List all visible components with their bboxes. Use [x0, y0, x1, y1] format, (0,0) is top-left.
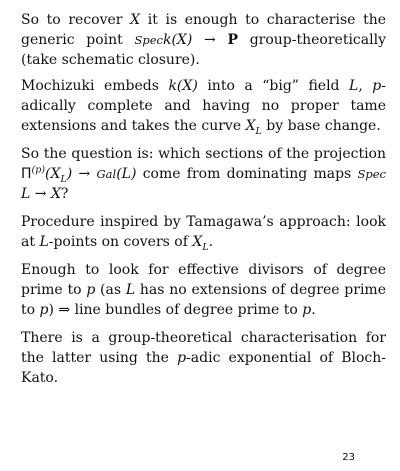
text: -adically complete and having no proper tame extensions and takes the curve	[21, 78, 386, 134]
math-close-paren: )	[66, 166, 73, 182]
text: -points on covers of	[48, 234, 193, 250]
math-k: k	[162, 32, 172, 48]
text: has no extensions of degree prime to	[21, 282, 386, 318]
text: ) ⇒ line bundles of degree prime to	[48, 302, 303, 318]
math-p: p	[372, 78, 382, 94]
math-p: p	[302, 302, 312, 318]
text: Enough to look for effective divisors of degree prime to	[21, 262, 386, 298]
math-spec: Spec	[357, 167, 386, 181]
math-x-paren: (X)	[171, 32, 193, 48]
math-l: L	[349, 78, 359, 94]
math-spec: Spec	[134, 33, 163, 47]
text: -adic exponential of Bloch-Kato.	[21, 350, 386, 386]
math-l-subscript: L	[255, 125, 262, 137]
math-p-bold: P	[227, 32, 238, 48]
text: group-theoretically (take schematic closure).	[21, 32, 386, 68]
math-x: X	[192, 234, 203, 250]
text: .	[311, 302, 316, 318]
text: by base change.	[261, 118, 381, 134]
math-l: L	[21, 186, 31, 202]
text: ,	[358, 78, 373, 94]
math-p: p	[86, 282, 96, 298]
paragraph-question	[21, 144, 386, 204]
text: So the question is: which sections of the projection	[21, 146, 386, 162]
math-l: L	[125, 282, 136, 298]
math-l-subscript: L	[202, 241, 209, 253]
math-x: X	[245, 118, 256, 134]
text: it is enough to characterise the generic point	[21, 12, 387, 48]
text: So to recover	[21, 12, 131, 28]
math-x: X	[50, 186, 61, 202]
text: come from dominating maps	[136, 166, 358, 182]
text: There is a group-theoretical characterisation for the latter using the	[21, 330, 386, 366]
math-l-paren: (L)	[116, 166, 137, 182]
page-number: 23	[342, 452, 355, 463]
text: (as	[95, 282, 126, 298]
paragraph-recover-x	[21, 10, 386, 70]
paragraph-characterisation	[21, 328, 386, 388]
text: Mochizuki embeds	[21, 78, 169, 94]
math-pi: Π	[21, 166, 32, 182]
paragraph-mochizuki	[21, 76, 386, 136]
paragraph-procedure	[21, 212, 386, 252]
arrow: →	[192, 32, 228, 48]
math-k: k	[168, 78, 177, 94]
math-x: X	[130, 12, 141, 28]
text: .	[208, 234, 214, 250]
arrow: →	[72, 166, 97, 182]
arrow: →	[30, 186, 51, 202]
math-l-subscript: L	[60, 173, 67, 185]
math-p: p	[177, 350, 187, 366]
text: Procedure inspired by Tamagawa’s approach: look at	[21, 214, 386, 250]
text: into a “big” field	[197, 78, 350, 94]
paragraph-divisors	[21, 260, 386, 320]
text: ?	[60, 186, 69, 202]
math-gal: Gal	[96, 167, 117, 181]
math-p-superscript: (p)	[31, 164, 46, 176]
math-l: L	[39, 234, 49, 250]
math-x: (X	[45, 166, 61, 182]
math-p: p	[39, 302, 49, 318]
math-x-paren: (X)	[176, 78, 198, 94]
